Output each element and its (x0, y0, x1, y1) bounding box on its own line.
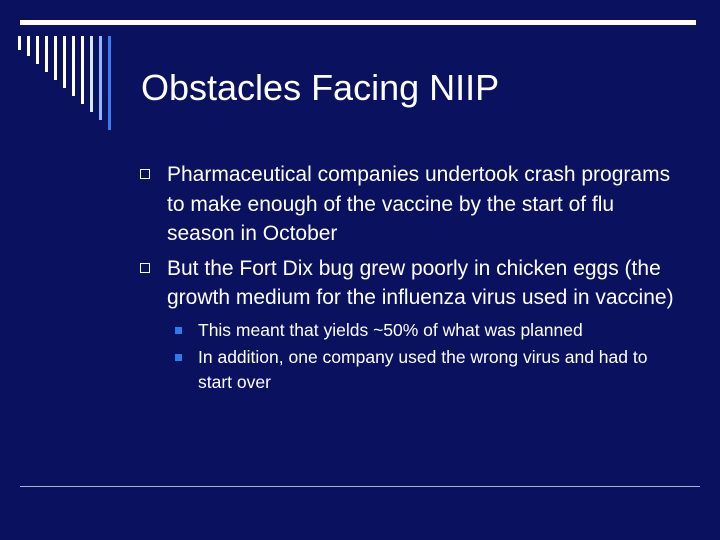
stripe-decoration (18, 36, 128, 146)
decor-stripe (18, 36, 21, 50)
sub-bullet-item (175, 345, 685, 395)
hollow-square-bullet-icon (140, 263, 150, 273)
slide-content (140, 160, 685, 395)
sub-bullet-text: This meant that yields ~50% of what was planned (198, 319, 583, 340)
decor-stripe (45, 36, 48, 72)
bullet-text: Pharmaceutical companies undertook crash programs to make enough of the vaccine by the start of flu season in October (167, 163, 671, 245)
filled-square-bullet-icon (175, 354, 182, 361)
decor-stripe (108, 36, 111, 130)
decor-stripe (27, 36, 30, 56)
decor-stripe (81, 36, 84, 104)
decor-stripe (90, 36, 93, 112)
bullet-item (140, 254, 685, 313)
decor-stripe (99, 36, 102, 120)
sub-bullet-item (175, 318, 685, 343)
hollow-square-bullet-icon (140, 169, 150, 179)
bullet-item (140, 160, 685, 249)
bottom-rule (20, 486, 700, 487)
bullet-text: But the Fort Dix bug grew poorly in chicken eggs (the growth medium for the influenza virus used in vaccine) (167, 256, 674, 309)
decor-stripe (36, 36, 39, 64)
decor-stripe (63, 36, 66, 88)
slide-title: Obstacles Facing NIIP (141, 67, 500, 108)
filled-square-bullet-icon (175, 327, 182, 334)
sub-bullet-text: In addition, one company used the wrong virus and had to start over (198, 346, 648, 392)
top-rule (20, 20, 696, 25)
decor-stripe (54, 36, 57, 80)
decor-stripe (72, 36, 75, 96)
